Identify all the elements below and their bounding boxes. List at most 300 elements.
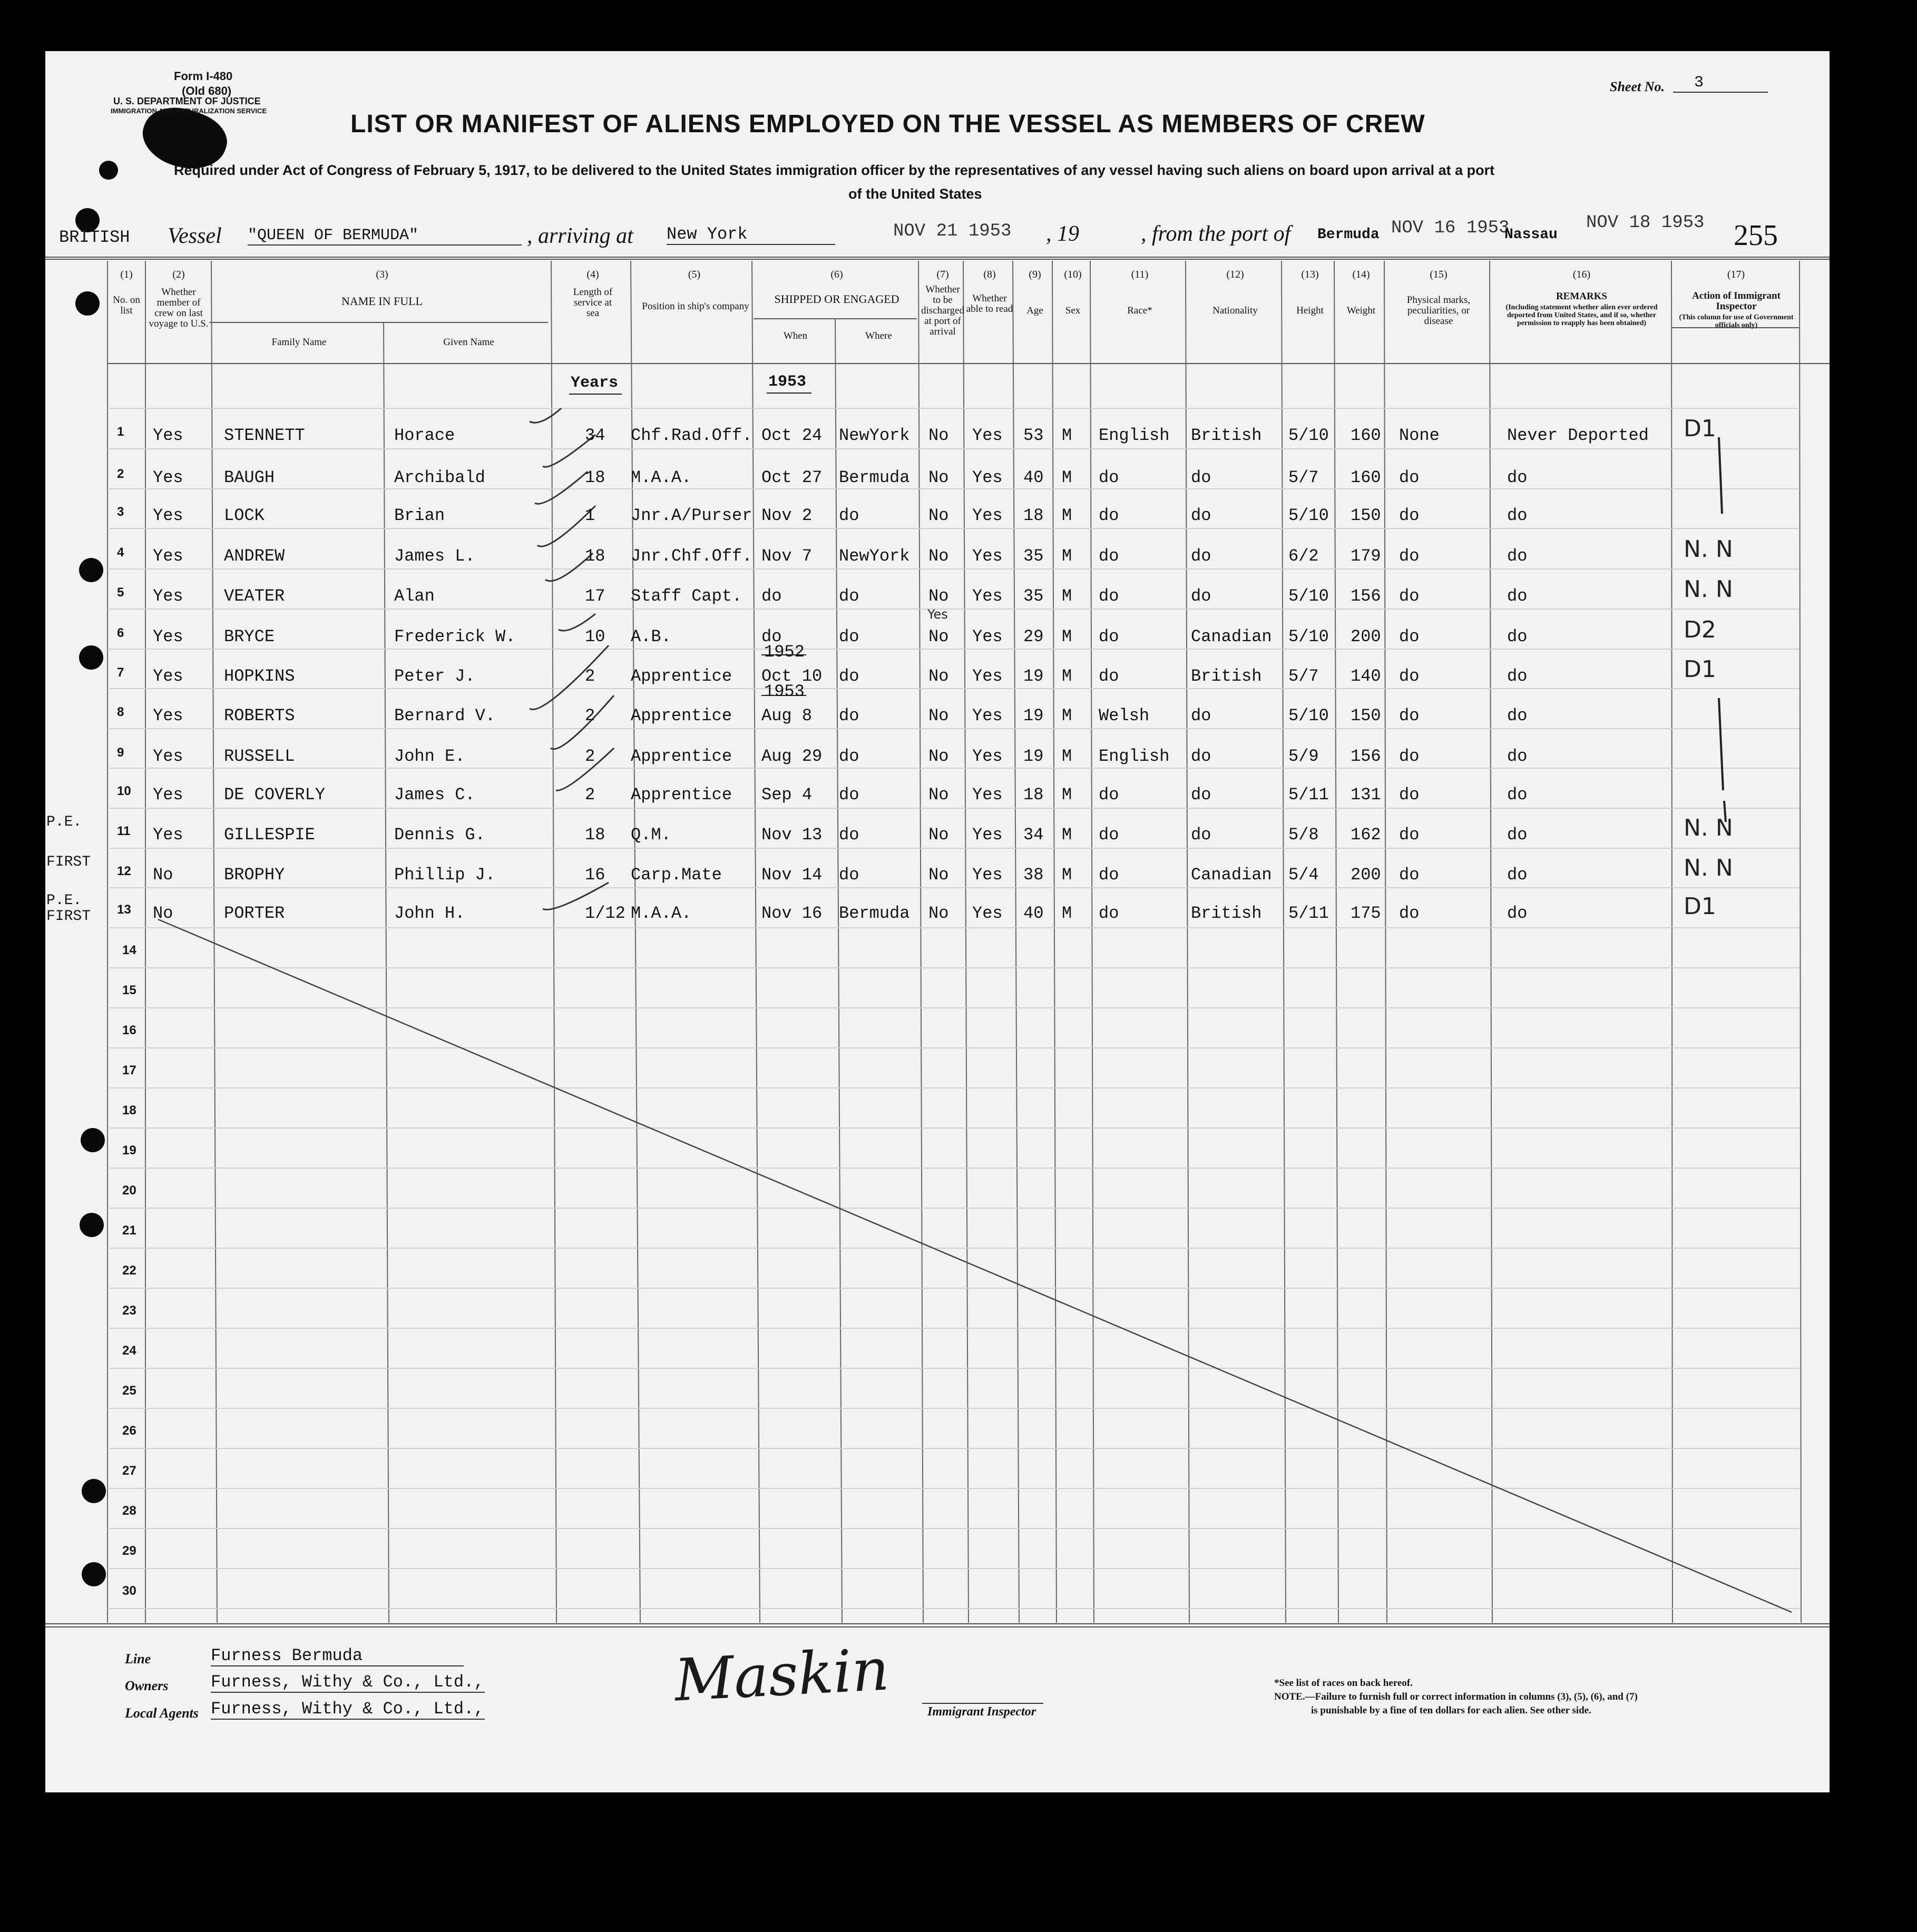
cell-remarks: do bbox=[1507, 666, 1528, 686]
cell-height: 5/4 bbox=[1288, 865, 1319, 885]
cell-position: Apprentice bbox=[631, 747, 732, 766]
cell-height: 5/10 bbox=[1288, 426, 1329, 445]
cell-able-to-read: Yes bbox=[972, 865, 1003, 885]
year-label: , 19 bbox=[1046, 222, 1079, 246]
cell-able-to-read: Yes bbox=[972, 546, 1003, 566]
cell-position: Apprentice bbox=[631, 666, 732, 686]
row-number: 7 bbox=[117, 665, 124, 680]
cell-inspector-action: N. N bbox=[1684, 576, 1733, 603]
cell-remarks: do bbox=[1507, 904, 1528, 923]
margin-note: P.E. bbox=[46, 814, 82, 830]
cell-remarks: do bbox=[1507, 865, 1528, 885]
cell-remarks: Never Deported bbox=[1507, 426, 1649, 445]
from-port-label: , from the port of bbox=[1141, 222, 1291, 246]
departure-port-1-stamp: NOV 16 1953 bbox=[1391, 218, 1510, 238]
cell-sex: M bbox=[1062, 506, 1072, 525]
cell-service-years: 34 bbox=[585, 426, 605, 445]
col6-number: (6) bbox=[830, 269, 843, 280]
agents-value: Furness, Withy & Co., Ltd., bbox=[211, 1699, 484, 1719]
cell-family-name: VEATER bbox=[224, 586, 285, 606]
cell-family-name: BROPHY bbox=[224, 865, 285, 885]
cell-nationality: Canadian bbox=[1191, 865, 1272, 885]
inspector-signature: Maskin bbox=[672, 1635, 891, 1714]
cell-weight: 150 bbox=[1351, 506, 1381, 525]
cell-crew-status: No bbox=[153, 904, 173, 923]
cell-shipped-when: Nov 16 bbox=[761, 904, 823, 923]
col8-number: (8) bbox=[983, 269, 996, 280]
cell-given-name: Bernard V. bbox=[394, 706, 496, 725]
cell-able-to-read: Yes bbox=[972, 904, 1003, 923]
cell-remarks: do bbox=[1507, 825, 1528, 845]
cell-nationality: do bbox=[1191, 586, 1211, 606]
cell-shipped-when: Nov 14 bbox=[761, 865, 823, 885]
cell-shipped-where: Bermuda bbox=[839, 468, 910, 487]
cell-position: Chf.Rad.Off. bbox=[631, 426, 752, 445]
cell-able-to-read: Yes bbox=[972, 506, 1003, 525]
cell-weight: 156 bbox=[1351, 586, 1381, 606]
empty-row-number: 22 bbox=[122, 1263, 136, 1278]
cell-discharged: No bbox=[928, 627, 949, 646]
col3-number: (3) bbox=[376, 269, 388, 280]
cell-sex: M bbox=[1062, 546, 1072, 566]
col9-number: (9) bbox=[1029, 269, 1041, 280]
col11-number: (11) bbox=[1131, 269, 1149, 280]
cell-weight: 140 bbox=[1351, 666, 1381, 686]
cell-given-name: Dennis G. bbox=[394, 825, 485, 845]
cell-inspector-action: D1 bbox=[1684, 893, 1716, 920]
cell-service-years: 2 bbox=[585, 666, 595, 686]
row-number: 10 bbox=[117, 784, 131, 798]
cell-shipped-when: Nov 7 bbox=[761, 546, 813, 566]
cell-given-name: James C. bbox=[394, 785, 475, 805]
cell-position: Jnr.Chf.Off. bbox=[631, 546, 752, 566]
cell-family-name: RUSSELL bbox=[224, 747, 295, 766]
vessel-name: "QUEEN OF BERMUDA" bbox=[248, 227, 522, 246]
cell-sex: M bbox=[1062, 747, 1072, 766]
cell-physical-marks: do bbox=[1399, 904, 1420, 923]
cell-shipped-where: NewYork bbox=[839, 426, 910, 445]
cell-given-name: Horace bbox=[394, 426, 455, 445]
row-number: 6 bbox=[117, 626, 124, 640]
cell-weight: 150 bbox=[1351, 706, 1381, 725]
cell-given-name: Archibald bbox=[394, 468, 485, 487]
page-number: 255 bbox=[1734, 219, 1778, 252]
cell-remarks: do bbox=[1507, 627, 1528, 646]
cell-age: 19 bbox=[1023, 706, 1044, 725]
cell-nationality: do bbox=[1191, 785, 1211, 805]
col9-label: Age bbox=[1026, 305, 1043, 316]
col2-label: Whether member of crew on last voyage to U.S. bbox=[149, 287, 209, 329]
cell-service-years: 10 bbox=[585, 627, 605, 646]
cell-given-name: Brian bbox=[394, 506, 445, 525]
cell-race: do bbox=[1099, 468, 1119, 487]
cell-position: Apprentice bbox=[631, 706, 732, 725]
cell-age: 29 bbox=[1023, 627, 1044, 646]
cell-shipped-where: NewYork bbox=[839, 546, 910, 566]
col6-where-label: Where bbox=[865, 330, 892, 341]
cell-shipped-where: do bbox=[839, 506, 859, 525]
cell-given-name: Phillip J. bbox=[394, 865, 496, 885]
cell-shipped-when: Nov 2 bbox=[761, 506, 813, 525]
empty-row-number: 23 bbox=[122, 1303, 136, 1318]
cell-inspector-action: D1 bbox=[1684, 415, 1716, 442]
cell-crew-status: Yes bbox=[153, 747, 183, 766]
cell-physical-marks: do bbox=[1399, 586, 1420, 606]
col4-number: (4) bbox=[586, 269, 599, 280]
cell-discharged: No bbox=[928, 468, 949, 487]
cell-physical-marks: do bbox=[1399, 825, 1420, 845]
cell-remarks: do bbox=[1507, 468, 1528, 487]
row-number: 2 bbox=[117, 467, 124, 481]
arriving-label: , arriving at bbox=[527, 224, 633, 248]
col1-number: (1) bbox=[120, 269, 133, 280]
cell-inspector-action: N. N bbox=[1684, 815, 1733, 841]
cell-able-to-read: Yes bbox=[972, 586, 1003, 606]
form-number: Form I-480 bbox=[174, 70, 233, 83]
cell-race: English bbox=[1099, 747, 1170, 766]
cell-given-name: Peter J. bbox=[394, 666, 475, 686]
cell-given-name: John H. bbox=[394, 904, 465, 923]
empty-row-number: 25 bbox=[122, 1384, 136, 1398]
empty-row-number: 20 bbox=[122, 1183, 136, 1198]
col2-number: (2) bbox=[172, 269, 185, 280]
cell-inspector-action: N. N bbox=[1684, 536, 1733, 563]
cell-physical-marks: None bbox=[1399, 426, 1440, 445]
service-name: IMMIGRATION AND NATURALIZATION SERVICE bbox=[111, 107, 267, 115]
empty-row-number: 28 bbox=[122, 1504, 136, 1518]
cell-shipped-where: do bbox=[839, 825, 859, 845]
agents-label: Local Agents bbox=[125, 1705, 199, 1721]
cell-weight: 179 bbox=[1351, 546, 1381, 566]
cell-height: 5/11 bbox=[1288, 785, 1329, 805]
col17-number: (17) bbox=[1727, 269, 1745, 280]
cell-crew-status: Yes bbox=[153, 426, 183, 445]
cell-inspector-action: D2 bbox=[1684, 616, 1716, 643]
cell-race: do bbox=[1099, 666, 1119, 686]
cell-sex: M bbox=[1062, 904, 1072, 923]
cell-crew-status: Yes bbox=[153, 706, 183, 725]
cell-race: do bbox=[1099, 506, 1119, 525]
cell-service-years: 2 bbox=[585, 785, 595, 805]
cell-height: 6/2 bbox=[1288, 546, 1319, 566]
sheet-number: 3 bbox=[1673, 74, 1768, 93]
margin-note: FIRST bbox=[46, 854, 91, 870]
col13-number: (13) bbox=[1301, 269, 1319, 280]
cell-remarks: do bbox=[1507, 506, 1528, 525]
cell-crew-status: Yes bbox=[153, 785, 183, 805]
cell-age: 19 bbox=[1023, 666, 1044, 686]
cell-service-years: 1 bbox=[585, 506, 595, 525]
cell-shipped-year: 1953 bbox=[764, 682, 805, 701]
cell-shipped-where: do bbox=[839, 865, 859, 885]
cell-able-to-read: Yes bbox=[972, 666, 1003, 686]
empty-row-number: 15 bbox=[122, 983, 136, 997]
form-old-number: (Old 680) bbox=[182, 84, 232, 97]
row-number: 13 bbox=[117, 903, 131, 917]
empty-row-number: 16 bbox=[122, 1023, 136, 1037]
col17-label: Action of Immigrant Inspector bbox=[1692, 290, 1781, 312]
empty-row-number: 21 bbox=[122, 1223, 136, 1238]
cell-race: do bbox=[1099, 627, 1119, 646]
cell-shipped-where: do bbox=[839, 785, 859, 805]
shipped-year: 1953 bbox=[768, 373, 807, 391]
cell-position: M.A.A. bbox=[631, 904, 692, 923]
cell-service-years: 18 bbox=[585, 825, 605, 845]
cell-race: do bbox=[1099, 586, 1119, 606]
cell-height: 5/10 bbox=[1288, 506, 1329, 525]
cell-weight: 156 bbox=[1351, 747, 1381, 766]
cell-age: 40 bbox=[1023, 468, 1044, 487]
cell-height: 5/9 bbox=[1288, 747, 1319, 766]
cell-discharged: No bbox=[928, 747, 949, 766]
cell-service-years: 2 bbox=[585, 706, 595, 725]
cell-sex: M bbox=[1062, 706, 1072, 725]
cell-age: 19 bbox=[1023, 747, 1044, 766]
cell-discharged: No bbox=[928, 865, 949, 885]
empty-row-number: 18 bbox=[122, 1103, 136, 1117]
cell-shipped-when: Sep 4 bbox=[761, 785, 813, 805]
cell-sex: M bbox=[1062, 785, 1072, 805]
owners-value: Furness, Withy & Co., Ltd., bbox=[211, 1672, 484, 1692]
cell-family-name: DE COVERLY bbox=[224, 785, 326, 805]
cell-nationality: British bbox=[1191, 666, 1262, 686]
cell-shipped-when: Oct 24 bbox=[761, 426, 823, 445]
col16-label: REMARKS bbox=[1556, 291, 1608, 302]
cell-crew-status: Yes bbox=[153, 825, 183, 845]
empty-row-number: 17 bbox=[122, 1063, 136, 1077]
cell-weight: 160 bbox=[1351, 426, 1381, 445]
cell-physical-marks: do bbox=[1399, 865, 1420, 885]
col11-label: Race* bbox=[1127, 305, 1152, 316]
cell-sex: M bbox=[1062, 666, 1072, 686]
cell-nationality: do bbox=[1191, 506, 1211, 525]
cell-position: Apprentice bbox=[631, 785, 732, 805]
document-subtitle: Required under Act of Congress of February 5, 1917, to be delivered to the United States immigration officer by the representatives of any vessel having such aliens on board upon arrival at a port bbox=[174, 162, 1495, 178]
cell-nationality: do bbox=[1191, 747, 1211, 766]
line-label: Line bbox=[125, 1651, 151, 1666]
cell-height: 5/10 bbox=[1288, 627, 1329, 646]
cell-crew-status: Yes bbox=[153, 468, 183, 487]
cell-position: Jnr.A/Purser bbox=[631, 506, 752, 525]
cell-family-name: BAUGH bbox=[224, 468, 275, 487]
empty-row-number: 26 bbox=[122, 1424, 136, 1438]
cell-age: 18 bbox=[1023, 506, 1044, 525]
cell-position: A.B. bbox=[631, 627, 671, 646]
arriving-port: New York bbox=[667, 224, 835, 245]
cell-remarks: do bbox=[1507, 586, 1528, 606]
cell-nationality: British bbox=[1191, 426, 1262, 445]
cell-discharged: No bbox=[928, 706, 949, 725]
cell-discharged: No bbox=[928, 426, 949, 445]
cell-crew-status: No bbox=[153, 865, 173, 885]
row-number: 11 bbox=[117, 824, 131, 838]
cell-remarks: do bbox=[1507, 706, 1528, 725]
penalty-note: NOTE.—Failure to furnish full or correct information in columns (3), (5), (6), and (7) bbox=[1274, 1691, 1638, 1702]
col10-number: (10) bbox=[1064, 269, 1082, 280]
col10-label: Sex bbox=[1065, 305, 1081, 316]
row-number: 4 bbox=[117, 545, 124, 560]
penalty-note-2: is punishable by a fine of ten dollars for each alien. See other side. bbox=[1311, 1705, 1591, 1716]
col16-number: (16) bbox=[1572, 269, 1591, 280]
races-note: *See list of races on back hereof. bbox=[1274, 1678, 1413, 1689]
cell-discharged: No bbox=[928, 586, 949, 606]
cell-given-name: Frederick W. bbox=[394, 627, 516, 646]
cell-sex: M bbox=[1062, 825, 1072, 845]
service-unit: Years bbox=[571, 374, 619, 392]
cell-shipped-where: do bbox=[839, 747, 859, 766]
vessel-nationality: BRITISH bbox=[59, 228, 130, 247]
cell-shipped-where: do bbox=[839, 586, 859, 606]
cell-family-name: GILLESPIE bbox=[224, 825, 315, 845]
document-subtitle-2: of the United States bbox=[848, 186, 982, 202]
cell-age: 38 bbox=[1023, 865, 1044, 885]
cell-discharged-note: Yes bbox=[927, 607, 948, 622]
cell-remarks: do bbox=[1507, 546, 1528, 566]
cell-discharged: No bbox=[928, 825, 949, 845]
cell-shipped-when: do bbox=[761, 586, 782, 606]
cell-crew-status: Yes bbox=[153, 506, 183, 525]
cell-family-name: PORTER bbox=[224, 904, 285, 923]
cell-physical-marks: do bbox=[1399, 785, 1420, 805]
cell-able-to-read: Yes bbox=[972, 706, 1003, 725]
cell-able-to-read: Yes bbox=[972, 825, 1003, 845]
col12-number: (12) bbox=[1226, 269, 1244, 280]
departure-port-2: Nassau bbox=[1504, 227, 1558, 243]
empty-row-number: 30 bbox=[122, 1584, 136, 1598]
row-number: 5 bbox=[117, 585, 124, 600]
cell-weight: 200 bbox=[1351, 865, 1381, 885]
cell-sex: M bbox=[1062, 586, 1072, 606]
cell-sex: M bbox=[1062, 627, 1072, 646]
cell-age: 34 bbox=[1023, 825, 1044, 845]
cell-crew-status: Yes bbox=[153, 627, 183, 646]
cell-height: 5/10 bbox=[1288, 706, 1329, 725]
cell-service-years: 1/12 bbox=[585, 904, 625, 923]
empty-row-number: 24 bbox=[122, 1343, 136, 1358]
col6-label: SHIPPED OR ENGAGED bbox=[774, 292, 899, 306]
vessel-label: Vessel bbox=[168, 224, 222, 248]
cell-given-name: John E. bbox=[394, 747, 465, 766]
cell-race: English bbox=[1099, 426, 1170, 445]
cell-physical-marks: do bbox=[1399, 627, 1420, 646]
col3-given-label: Given Name bbox=[443, 337, 494, 348]
cell-race: do bbox=[1099, 865, 1119, 885]
cell-shipped-when: Oct 27 bbox=[761, 468, 823, 487]
cell-weight: 162 bbox=[1351, 825, 1381, 845]
col6-when-label: When bbox=[783, 330, 808, 341]
col7-label: Whether to be discharged at port of arrival bbox=[921, 284, 964, 337]
col16-sublabel: (Including statement whether alien ever ordered deported from United States, and if so, whether permission to reapply has been obtained) bbox=[1505, 303, 1658, 327]
col8-label: Whether able to read bbox=[966, 293, 1013, 315]
cell-physical-marks: do bbox=[1399, 468, 1420, 487]
empty-row-number: 29 bbox=[122, 1544, 136, 1558]
cell-shipped-when: Oct 10 bbox=[761, 666, 823, 686]
cell-weight: 160 bbox=[1351, 468, 1381, 487]
col17-sublabel: (This column for use of Government officials only) bbox=[1679, 313, 1794, 329]
cell-physical-marks: do bbox=[1399, 506, 1420, 525]
cell-nationality: do bbox=[1191, 706, 1211, 725]
col12-label: Nationality bbox=[1212, 305, 1258, 316]
col13-label: Height bbox=[1296, 305, 1324, 316]
col14-label: Weight bbox=[1346, 305, 1376, 316]
cell-age: 35 bbox=[1023, 546, 1044, 566]
cell-physical-marks: do bbox=[1399, 546, 1420, 566]
cell-family-name: LOCK bbox=[224, 506, 265, 525]
cell-nationality: do bbox=[1191, 468, 1211, 487]
cell-given-name: James L. bbox=[394, 546, 475, 566]
cell-inspector-action: D1 bbox=[1684, 656, 1716, 683]
cell-inspector-action: N. N bbox=[1684, 855, 1733, 881]
cell-nationality: do bbox=[1191, 825, 1211, 845]
cell-nationality: do bbox=[1191, 546, 1211, 566]
cell-age: 18 bbox=[1023, 785, 1044, 805]
col7-number: (7) bbox=[936, 269, 949, 280]
signature-line bbox=[922, 1703, 1043, 1704]
empty-row-number: 27 bbox=[122, 1464, 136, 1478]
cell-physical-marks: do bbox=[1399, 706, 1420, 725]
cell-remarks: do bbox=[1507, 785, 1528, 805]
cell-shipped-when: do bbox=[761, 627, 782, 646]
arrival-date-stamp: NOV 21 1953 bbox=[893, 221, 1012, 241]
cell-service-years: 17 bbox=[585, 586, 605, 606]
cell-race: do bbox=[1099, 825, 1119, 845]
col4-label: Length of service at sea bbox=[573, 287, 613, 319]
cell-crew-status: Yes bbox=[153, 586, 183, 606]
cell-discharged: No bbox=[928, 785, 949, 805]
cell-able-to-read: Yes bbox=[972, 747, 1003, 766]
cell-position: Staff Capt. bbox=[631, 586, 742, 606]
col5-label: Position in ship's company bbox=[642, 301, 749, 312]
department-name: U. S. DEPARTMENT OF JUSTICE bbox=[113, 96, 261, 106]
cell-height: 5/11 bbox=[1288, 904, 1329, 923]
cell-sex: M bbox=[1062, 865, 1072, 885]
cell-family-name: BRYCE bbox=[224, 627, 275, 646]
cell-discharged: No bbox=[928, 546, 949, 566]
cell-weight: 200 bbox=[1351, 627, 1381, 646]
cell-age: 35 bbox=[1023, 586, 1044, 606]
cell-nationality: Canadian bbox=[1191, 627, 1272, 646]
cell-discharged: No bbox=[928, 666, 949, 686]
cell-height: 5/7 bbox=[1288, 468, 1319, 487]
cell-service-years: 18 bbox=[585, 546, 605, 566]
cell-shipped-when: Aug 8 bbox=[761, 706, 813, 725]
inspector-label: Immigrant Inspector bbox=[927, 1705, 1036, 1719]
cell-family-name: HOPKINS bbox=[224, 666, 295, 686]
cell-position: Q.M. bbox=[631, 825, 671, 845]
cell-sex: M bbox=[1062, 468, 1072, 487]
margin-note: P.E. FIRST bbox=[46, 893, 91, 925]
cell-race: do bbox=[1099, 904, 1119, 923]
cell-family-name: ANDREW bbox=[224, 546, 285, 566]
cell-shipped-when: Nov 13 bbox=[761, 825, 823, 845]
empty-row-number: 19 bbox=[122, 1143, 136, 1158]
owners-label: Owners bbox=[125, 1678, 169, 1693]
cell-physical-marks: do bbox=[1399, 666, 1420, 686]
departure-port-1: Bermuda bbox=[1317, 227, 1380, 243]
cell-race: do bbox=[1099, 785, 1119, 805]
col14-number: (14) bbox=[1352, 269, 1370, 280]
cancel-line bbox=[158, 919, 1792, 1612]
cell-able-to-read: Yes bbox=[972, 785, 1003, 805]
cell-weight: 131 bbox=[1351, 785, 1381, 805]
row-number: 3 bbox=[117, 505, 124, 519]
cell-discharged: No bbox=[928, 506, 949, 525]
cell-service-years: 18 bbox=[585, 468, 605, 487]
cell-age: 53 bbox=[1023, 426, 1044, 445]
line-value: Furness Bermuda bbox=[211, 1646, 464, 1666]
col3-label: NAME IN FULL bbox=[341, 295, 423, 308]
cell-given-name: Alan bbox=[394, 586, 435, 606]
